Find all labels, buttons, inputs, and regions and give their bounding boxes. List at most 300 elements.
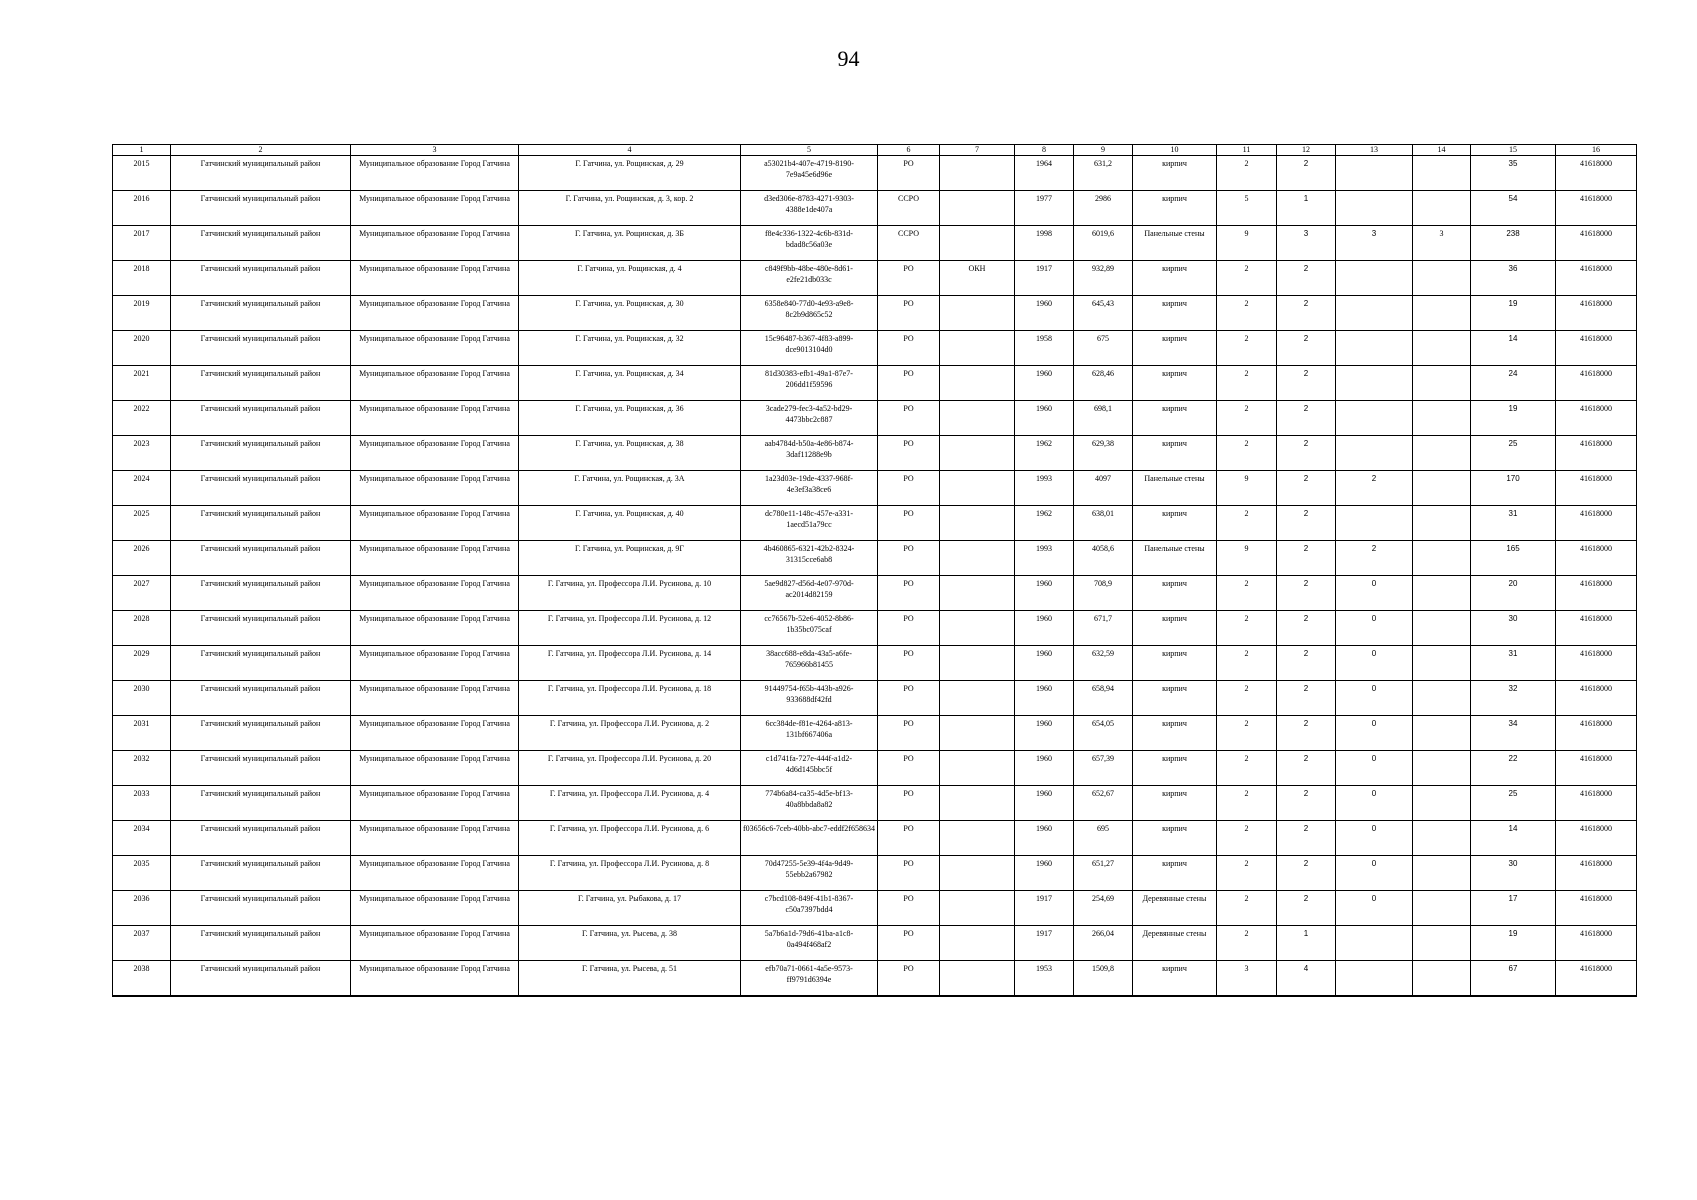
cell-entrances: 2 (1277, 436, 1336, 471)
cell-residents: 19 (1471, 926, 1556, 961)
cell-mgmt-type: РО (878, 296, 940, 331)
cell-residents: 170 (1471, 471, 1556, 506)
cell-okn-flag (940, 716, 1015, 751)
cell-municipality: Муниципальное образование Город Гатчина (351, 926, 519, 961)
cell-municipality: Муниципальное образование Город Гатчина (351, 821, 519, 856)
cell-residents: 30 (1471, 856, 1556, 891)
cell-municipality: Муниципальное образование Город Гатчина (351, 751, 519, 786)
cell-floors: 2 (1217, 261, 1277, 296)
cell-build-year: 1960 (1015, 681, 1074, 716)
cell-district: Гатчинский муниципальный район (171, 716, 351, 751)
cell-floors: 2 (1217, 296, 1277, 331)
cell-wall-material: Деревянные стены (1133, 891, 1217, 926)
column-header-15: 15 (1471, 145, 1556, 156)
cell-municipality: Муниципальное образование Город Гатчина (351, 471, 519, 506)
cell-lift-count (1413, 681, 1471, 716)
cell-oktmo: 41618000 (1556, 436, 1637, 471)
cell-area: 631,2 (1074, 156, 1133, 191)
cell-residents: 67 (1471, 961, 1556, 996)
cell-residents: 19 (1471, 296, 1556, 331)
cell-mgmt-type: РО (878, 401, 940, 436)
cell-row-number: 2027 (113, 576, 171, 611)
cell-residents: 25 (1471, 436, 1556, 471)
cell-build-year: 1960 (1015, 751, 1074, 786)
cell-okn-flag (940, 681, 1015, 716)
cell-house-id: cc76567b-52e6-4052-8b86-1b35bc075caf (741, 611, 878, 646)
cell-oktmo: 41618000 (1556, 786, 1637, 821)
cell-lift-count (1413, 366, 1471, 401)
cell-mgmt-type: РО (878, 331, 940, 366)
cell-municipality: Муниципальное образование Город Гатчина (351, 331, 519, 366)
cell-lifts: 0 (1336, 751, 1413, 786)
cell-area: 638,01 (1074, 506, 1133, 541)
cell-floors: 2 (1217, 156, 1277, 191)
cell-mgmt-type: РО (878, 366, 940, 401)
cell-address: Г. Гатчина, ул. Рощинская, д. 38 (519, 436, 741, 471)
cell-area: 658,94 (1074, 681, 1133, 716)
cell-residents: 31 (1471, 506, 1556, 541)
cell-municipality: Муниципальное образование Город Гатчина (351, 856, 519, 891)
cell-residents: 20 (1471, 576, 1556, 611)
cell-mgmt-type: РО (878, 471, 940, 506)
cell-build-year: 1917 (1015, 891, 1074, 926)
cell-floors: 2 (1217, 926, 1277, 961)
cell-row-number: 2036 (113, 891, 171, 926)
cell-wall-material: кирпич (1133, 331, 1217, 366)
cell-lift-count: 3 (1413, 226, 1471, 261)
cell-row-number: 2021 (113, 366, 171, 401)
cell-house-id: c7bcd108-849f-41b1-8367-c50a7397bdd4 (741, 891, 878, 926)
page-number: 94 (837, 46, 860, 71)
cell-residents: 238 (1471, 226, 1556, 261)
cell-floors: 2 (1217, 436, 1277, 471)
cell-oktmo: 41618000 (1556, 681, 1637, 716)
cell-lifts: 2 (1336, 541, 1413, 576)
cell-oktmo: 41618000 (1556, 576, 1637, 611)
cell-municipality: Муниципальное образование Город Гатчина (351, 646, 519, 681)
cell-lift-count (1413, 611, 1471, 646)
cell-lifts: 3 (1336, 226, 1413, 261)
cell-entrances: 2 (1277, 366, 1336, 401)
cell-area: 2986 (1074, 191, 1133, 226)
cell-lifts (1336, 506, 1413, 541)
cell-municipality: Муниципальное образование Город Гатчина (351, 961, 519, 996)
column-header-2: 2 (171, 145, 351, 156)
cell-residents: 19 (1471, 401, 1556, 436)
cell-residents: 14 (1471, 331, 1556, 366)
cell-house-id: f03656c6-7ceb-40bb-abc7-eddf2f658634 (741, 821, 878, 856)
cell-lifts: 0 (1336, 821, 1413, 856)
cell-okn-flag (940, 541, 1015, 576)
cell-floors: 2 (1217, 891, 1277, 926)
cell-lifts: 0 (1336, 891, 1413, 926)
cell-residents: 25 (1471, 786, 1556, 821)
column-header-7: 7 (940, 145, 1015, 156)
cell-mgmt-type: РО (878, 821, 940, 856)
cell-area: 932,89 (1074, 261, 1133, 296)
table-row (113, 681, 1637, 716)
cell-mgmt-type: РО (878, 541, 940, 576)
column-header-4: 4 (519, 145, 741, 156)
cell-row-number: 2015 (113, 156, 171, 191)
column-header-1: 1 (113, 145, 171, 156)
cell-mgmt-type: РО (878, 646, 940, 681)
cell-wall-material: кирпич (1133, 261, 1217, 296)
cell-area: 4097 (1074, 471, 1133, 506)
cell-address: Г. Гатчина, ул. Профессора Л.И. Русинова, д. 6 (519, 821, 741, 856)
cell-oktmo: 41618000 (1556, 261, 1637, 296)
table-row (113, 786, 1637, 821)
cell-lift-count (1413, 891, 1471, 926)
cell-row-number: 2032 (113, 751, 171, 786)
cell-area: 671,7 (1074, 611, 1133, 646)
table-row (113, 611, 1637, 646)
column-header-16: 16 (1556, 145, 1637, 156)
cell-floors: 2 (1217, 506, 1277, 541)
cell-area: 632,59 (1074, 646, 1133, 681)
cell-oktmo: 41618000 (1556, 961, 1637, 996)
housing-registry-table (112, 144, 1637, 997)
cell-build-year: 1962 (1015, 506, 1074, 541)
cell-lift-count (1413, 926, 1471, 961)
cell-mgmt-type: РО (878, 506, 940, 541)
column-header-10: 10 (1133, 145, 1217, 156)
cell-municipality: Муниципальное образование Город Гатчина (351, 401, 519, 436)
cell-residents: 14 (1471, 821, 1556, 856)
cell-residents: 36 (1471, 261, 1556, 296)
column-header-8: 8 (1015, 145, 1074, 156)
cell-area: 652,67 (1074, 786, 1133, 821)
cell-okn-flag (940, 611, 1015, 646)
cell-entrances: 2 (1277, 541, 1336, 576)
cell-oktmo: 41618000 (1556, 856, 1637, 891)
cell-house-id: 15c96487-b367-4f83-a899-dce9013104d0 (741, 331, 878, 366)
cell-district: Гатчинский муниципальный район (171, 191, 351, 226)
cell-address: Г. Гатчина, ул. Профессора Л.И. Русинова, д. 4 (519, 786, 741, 821)
cell-district: Гатчинский муниципальный район (171, 296, 351, 331)
cell-lift-count (1413, 331, 1471, 366)
cell-build-year: 1993 (1015, 471, 1074, 506)
table-row (113, 856, 1637, 891)
cell-floors: 2 (1217, 646, 1277, 681)
table-row (113, 401, 1637, 436)
cell-floors: 9 (1217, 541, 1277, 576)
cell-row-number: 2034 (113, 821, 171, 856)
cell-district: Гатчинский муниципальный район (171, 401, 351, 436)
cell-area: 675 (1074, 331, 1133, 366)
cell-okn-flag: ОКН (940, 261, 1015, 296)
cell-oktmo: 41618000 (1556, 191, 1637, 226)
cell-row-number: 2031 (113, 716, 171, 751)
cell-build-year: 1960 (1015, 296, 1074, 331)
table-row (113, 961, 1637, 996)
cell-build-year: 1960 (1015, 646, 1074, 681)
cell-entrances: 2 (1277, 261, 1336, 296)
cell-district: Гатчинский муниципальный район (171, 366, 351, 401)
cell-address: Г. Гатчина, ул. Рощинская, д. 3Б (519, 226, 741, 261)
cell-wall-material: Деревянные стены (1133, 926, 1217, 961)
cell-municipality: Муниципальное образование Город Гатчина (351, 436, 519, 471)
cell-area: 654,05 (1074, 716, 1133, 751)
cell-municipality: Муниципальное образование Город Гатчина (351, 786, 519, 821)
cell-house-id: 6358e840-77d0-4e93-a9e8-8c2b9d865c52 (741, 296, 878, 331)
cell-floors: 2 (1217, 681, 1277, 716)
cell-wall-material: Панельные стены (1133, 471, 1217, 506)
cell-floors: 2 (1217, 856, 1277, 891)
cell-entrances: 4 (1277, 961, 1336, 996)
cell-area: 4058,6 (1074, 541, 1133, 576)
cell-row-number: 2033 (113, 786, 171, 821)
cell-oktmo: 41618000 (1556, 751, 1637, 786)
cell-lift-count (1413, 576, 1471, 611)
cell-district: Гатчинский муниципальный район (171, 891, 351, 926)
cell-mgmt-type: РО (878, 961, 940, 996)
cell-wall-material: кирпич (1133, 296, 1217, 331)
cell-entrances: 1 (1277, 191, 1336, 226)
cell-address: Г. Гатчина, ул. Рощинская, д. 3, кор. 2 (519, 191, 741, 226)
cell-okn-flag (940, 506, 1015, 541)
table-row (113, 436, 1637, 471)
table-row (113, 366, 1637, 401)
cell-municipality: Муниципальное образование Город Гатчина (351, 681, 519, 716)
cell-area: 645,43 (1074, 296, 1133, 331)
cell-mgmt-type: РО (878, 261, 940, 296)
cell-okn-flag (940, 296, 1015, 331)
table-row (113, 751, 1637, 786)
cell-residents: 24 (1471, 366, 1556, 401)
cell-wall-material: кирпич (1133, 576, 1217, 611)
cell-lifts (1336, 331, 1413, 366)
cell-district: Гатчинский муниципальный район (171, 471, 351, 506)
cell-floors: 5 (1217, 191, 1277, 226)
cell-lift-count (1413, 961, 1471, 996)
cell-wall-material: кирпич (1133, 786, 1217, 821)
cell-lift-count (1413, 401, 1471, 436)
cell-lifts: 0 (1336, 716, 1413, 751)
column-header-3: 3 (351, 145, 519, 156)
cell-okn-flag (940, 751, 1015, 786)
cell-house-id: c1d741fa-727e-444f-a1d2-4d6d145bbc5f (741, 751, 878, 786)
cell-lift-count (1413, 856, 1471, 891)
cell-wall-material: кирпич (1133, 751, 1217, 786)
cell-lifts (1336, 296, 1413, 331)
column-header-12: 12 (1277, 145, 1336, 156)
cell-entrances: 2 (1277, 751, 1336, 786)
cell-mgmt-type: РО (878, 786, 940, 821)
table-row (113, 156, 1637, 191)
cell-row-number: 2028 (113, 611, 171, 646)
cell-build-year: 1998 (1015, 226, 1074, 261)
column-header-14: 14 (1413, 145, 1471, 156)
cell-build-year: 1960 (1015, 576, 1074, 611)
cell-entrances: 2 (1277, 471, 1336, 506)
cell-wall-material: кирпич (1133, 681, 1217, 716)
cell-house-id: dc780e11-148c-457e-a331-1aecd51a79cc (741, 506, 878, 541)
cell-lift-count (1413, 296, 1471, 331)
cell-entrances: 2 (1277, 331, 1336, 366)
cell-build-year: 1960 (1015, 366, 1074, 401)
cell-oktmo: 41618000 (1556, 401, 1637, 436)
cell-mgmt-type: РО (878, 156, 940, 191)
cell-entrances: 2 (1277, 716, 1336, 751)
cell-row-number: 2019 (113, 296, 171, 331)
cell-build-year: 1964 (1015, 156, 1074, 191)
cell-okn-flag (940, 891, 1015, 926)
cell-wall-material: Панельные стены (1133, 541, 1217, 576)
cell-address: Г. Гатчина, ул. Рысева, д. 51 (519, 961, 741, 996)
cell-residents: 32 (1471, 681, 1556, 716)
cell-district: Гатчинский муниципальный район (171, 751, 351, 786)
cell-wall-material: кирпич (1133, 821, 1217, 856)
cell-municipality: Муниципальное образование Город Гатчина (351, 261, 519, 296)
cell-wall-material: кирпич (1133, 191, 1217, 226)
cell-mgmt-type: ССРО (878, 226, 940, 261)
cell-house-id: 4b460865-6321-42b2-8324-31315cce6ab8 (741, 541, 878, 576)
cell-build-year: 1953 (1015, 961, 1074, 996)
cell-lift-count (1413, 506, 1471, 541)
cell-lifts: 0 (1336, 611, 1413, 646)
cell-district: Гатчинский муниципальный район (171, 646, 351, 681)
cell-district: Гатчинский муниципальный район (171, 226, 351, 261)
cell-okn-flag (940, 786, 1015, 821)
cell-district: Гатчинский муниципальный район (171, 821, 351, 856)
cell-area: 628,46 (1074, 366, 1133, 401)
cell-district: Гатчинский муниципальный район (171, 261, 351, 296)
cell-area: 1509,8 (1074, 961, 1133, 996)
cell-row-number: 2035 (113, 856, 171, 891)
cell-lifts: 0 (1336, 576, 1413, 611)
cell-mgmt-type: ССРО (878, 191, 940, 226)
cell-row-number: 2020 (113, 331, 171, 366)
cell-build-year: 1960 (1015, 716, 1074, 751)
cell-entrances: 2 (1277, 506, 1336, 541)
cell-mgmt-type: РО (878, 611, 940, 646)
cell-house-id: 5a7b6a1d-79d6-41ba-a1c8-0a494f468af2 (741, 926, 878, 961)
table-row (113, 576, 1637, 611)
cell-district: Гатчинский муниципальный район (171, 156, 351, 191)
cell-district: Гатчинский муниципальный район (171, 611, 351, 646)
cell-mgmt-type: РО (878, 751, 940, 786)
cell-lift-count (1413, 541, 1471, 576)
cell-floors: 9 (1217, 471, 1277, 506)
cell-area: 629,38 (1074, 436, 1133, 471)
cell-row-number: 2016 (113, 191, 171, 226)
cell-okn-flag (940, 961, 1015, 996)
table-body (113, 156, 1637, 996)
cell-oktmo: 41618000 (1556, 156, 1637, 191)
column-header-13: 13 (1336, 145, 1413, 156)
cell-address: Г. Гатчина, ул. Профессора Л.И. Русинова, д. 10 (519, 576, 741, 611)
cell-row-number: 2024 (113, 471, 171, 506)
cell-address: Г. Гатчина, ул. Рощинская, д. 29 (519, 156, 741, 191)
cell-okn-flag (940, 856, 1015, 891)
cell-lifts (1336, 191, 1413, 226)
cell-entrances: 2 (1277, 296, 1336, 331)
table-row (113, 296, 1637, 331)
cell-wall-material: кирпич (1133, 611, 1217, 646)
cell-okn-flag (940, 191, 1015, 226)
cell-house-id: efb70a71-0661-4a5e-9573-ff9791d6394e (741, 961, 878, 996)
cell-municipality: Муниципальное образование Город Гатчина (351, 716, 519, 751)
cell-house-id: 81d30383-efb1-49a1-87e7-206dd1f59596 (741, 366, 878, 401)
cell-floors: 2 (1217, 331, 1277, 366)
table-row (113, 646, 1637, 681)
cell-wall-material: кирпич (1133, 506, 1217, 541)
cell-house-id: f8e4c336-1322-4c6b-831d-bdad8c56a03e (741, 226, 878, 261)
cell-area: 708,9 (1074, 576, 1133, 611)
cell-floors: 2 (1217, 786, 1277, 821)
cell-residents: 30 (1471, 611, 1556, 646)
cell-district: Гатчинский муниципальный район (171, 961, 351, 996)
cell-row-number: 2023 (113, 436, 171, 471)
cell-oktmo: 41618000 (1556, 646, 1637, 681)
cell-residents: 35 (1471, 156, 1556, 191)
cell-wall-material: кирпич (1133, 366, 1217, 401)
cell-municipality: Муниципальное образование Город Гатчина (351, 541, 519, 576)
cell-lifts (1336, 926, 1413, 961)
cell-build-year: 1958 (1015, 331, 1074, 366)
cell-lifts (1336, 261, 1413, 296)
cell-entrances: 2 (1277, 156, 1336, 191)
cell-residents: 54 (1471, 191, 1556, 226)
column-header-5: 5 (741, 145, 878, 156)
cell-residents: 31 (1471, 646, 1556, 681)
cell-oktmo: 41618000 (1556, 611, 1637, 646)
cell-house-id: 38acc688-e8da-43a5-a6fe-765966b81455 (741, 646, 878, 681)
cell-build-year: 1960 (1015, 786, 1074, 821)
cell-address: Г. Гатчина, ул. Профессора Л.И. Русинова, д. 20 (519, 751, 741, 786)
column-header-11: 11 (1217, 145, 1277, 156)
cell-house-id: 70d47255-5e39-4f4a-9d49-55ebb2a67982 (741, 856, 878, 891)
cell-build-year: 1962 (1015, 436, 1074, 471)
cell-mgmt-type: РО (878, 576, 940, 611)
cell-lifts: 0 (1336, 856, 1413, 891)
cell-district: Гатчинский муниципальный район (171, 856, 351, 891)
cell-lifts (1336, 961, 1413, 996)
cell-oktmo: 41618000 (1556, 821, 1637, 856)
cell-address: Г. Гатчина, ул. Профессора Л.И. Русинова, д. 2 (519, 716, 741, 751)
table-row (113, 226, 1637, 261)
cell-address: Г. Гатчина, ул. Рощинская, д. 3А (519, 471, 741, 506)
cell-address: Г. Гатчина, ул. Рощинская, д. 9Г (519, 541, 741, 576)
cell-entrances: 2 (1277, 611, 1336, 646)
cell-lift-count (1413, 156, 1471, 191)
cell-house-id: 91449754-f65b-443b-a926-933688df42fd (741, 681, 878, 716)
cell-floors: 9 (1217, 226, 1277, 261)
cell-residents: 34 (1471, 716, 1556, 751)
cell-area: 6019,6 (1074, 226, 1133, 261)
cell-oktmo: 41618000 (1556, 366, 1637, 401)
cell-entrances: 3 (1277, 226, 1336, 261)
cell-lift-count (1413, 436, 1471, 471)
cell-address: Г. Гатчина, ул. Рощинская, д. 40 (519, 506, 741, 541)
cell-district: Гатчинский муниципальный район (171, 926, 351, 961)
cell-floors: 2 (1217, 576, 1277, 611)
cell-wall-material: кирпич (1133, 156, 1217, 191)
cell-house-id: 3cade279-fec3-4a52-bd29-4473bbc2c887 (741, 401, 878, 436)
cell-okn-flag (940, 366, 1015, 401)
cell-floors: 2 (1217, 821, 1277, 856)
cell-house-id: 5ae9d827-d56d-4e07-970d-ac2014d82159 (741, 576, 878, 611)
cell-municipality: Муниципальное образование Город Гатчина (351, 891, 519, 926)
cell-floors: 2 (1217, 716, 1277, 751)
cell-okn-flag (940, 576, 1015, 611)
table-row (113, 471, 1637, 506)
table-row (113, 331, 1637, 366)
cell-district: Гатчинский муниципальный район (171, 541, 351, 576)
cell-municipality: Муниципальное образование Город Гатчина (351, 506, 519, 541)
cell-okn-flag (940, 646, 1015, 681)
